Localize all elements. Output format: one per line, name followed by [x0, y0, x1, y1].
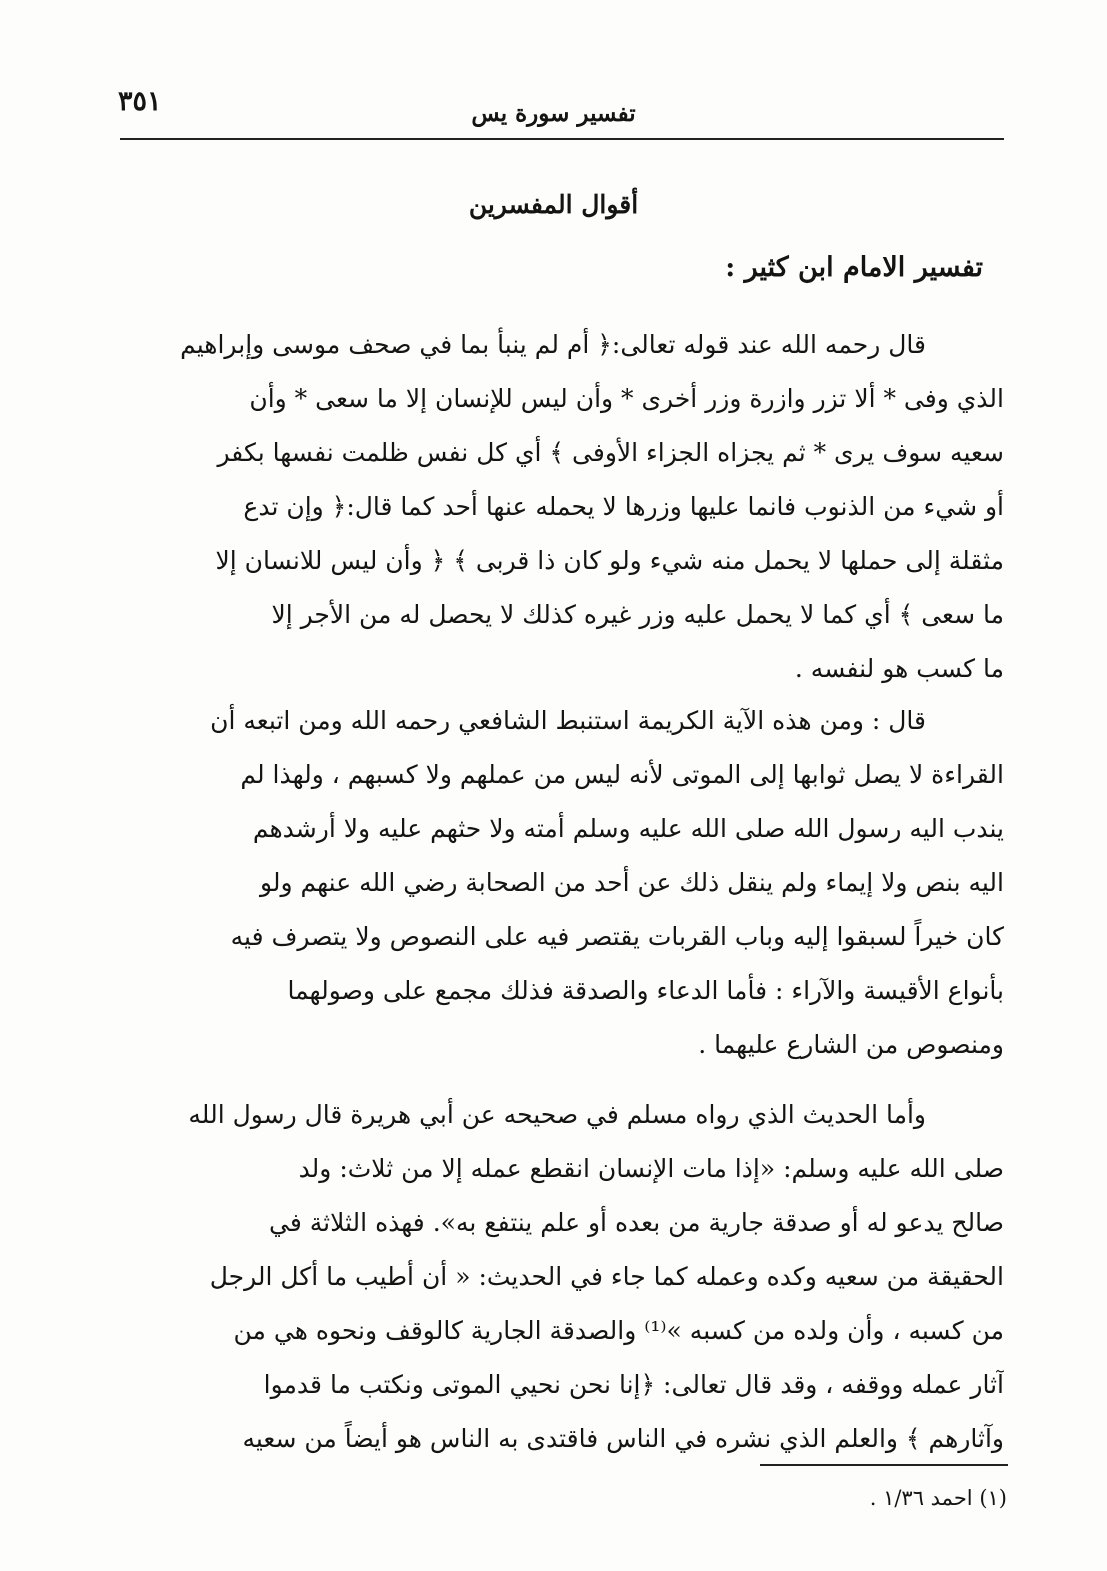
sub-heading: تفسير الامام ابن كثير :: [725, 252, 983, 283]
text-line: صلى الله عليه وسلم: «إذا مات الإنسان انقطع عمله إلا من ثلاث: ولد: [298, 1154, 1004, 1183]
text-line: القراءة لا يصل ثوابها إلى الموتى لأنه ليس من عملهم ولا كسبهم ، ولهذا لم: [240, 760, 1004, 789]
text-line: ومنصوص من الشارع عليهما .: [698, 1030, 1004, 1059]
text-line: وأما الحديث الذي رواه مسلم في صحيحه عن أبي هريرة قال رسول الله: [188, 1100, 926, 1129]
text-line: كان خيراً لسبقوا إليه وباب القربات يقتصر فيه على النصوص ولا يتصرف فيه: [230, 922, 1004, 951]
footnote: (١) احمد ١/٣٦ .: [869, 1486, 1007, 1510]
paragraph-1: [120, 318, 1004, 696]
text-line: ما كسب هو لنفسه .: [794, 654, 1004, 683]
text-line: بأنواع الأقيسة والآراء : فأما الدعاء والصدقة فذلك مجمع على وصولهما: [287, 976, 1004, 1005]
header-rule: [120, 138, 1004, 140]
text-line: مثقلة إلى حملها لا يحمل منه شيء ولو كان ذا قربى ﴾ ﴿ وأن ليس للانسان إلا: [215, 546, 1004, 575]
text-line: صالح يدعو له أو صدقة جارية من بعده أو علم ينتفع به». فهذه الثلاثة في: [269, 1208, 1004, 1237]
text-line: آثار عمله ووقفه ، وقد قال تعالى: ﴿إنا نحن نحيي الموتى ونكتب ما قدموا: [263, 1370, 1004, 1399]
text-line: الذي وفى * ألا تزر وازرة وزر أخرى * وأن ليس للإنسان إلا ما سعى * وأن: [249, 384, 1004, 413]
text-line: من كسبه ، وأن ولده من كسبه »⁽¹⁾ والصدقة الجارية كالوقف ونحوه هي من: [233, 1316, 1004, 1345]
paragraph-3: [120, 1088, 1004, 1466]
text-line: قال رحمه الله عند قوله تعالى:﴿ أم لم ينبأ بما في صحف موسى وإبراهيم: [180, 330, 926, 359]
text-line: يندب اليه رسول الله صلى الله عليه وسلم أمته ولا حثهم عليه ولا أرشدهم: [252, 814, 1004, 843]
section-heading: أقوال المفسرين: [468, 190, 639, 219]
text-line: اليه بنص ولا إيماء ولم ينقل ذلك عن أحد من الصحابة رضي الله عنهم ولو: [259, 868, 1004, 897]
footnote-rule: [760, 1464, 1008, 1466]
running-title: تفسير سورة يس: [471, 100, 636, 127]
text-line: سعيه سوف يرى * ثم يجزاه الجزاء الأوفى ﴾ أي كل نفس ظلمت نفسها بكفر: [217, 438, 1004, 467]
page-number: ٣٥١: [118, 86, 162, 117]
paragraph-2: [120, 694, 1004, 1072]
text-line: الحقيقة من سعيه وكده وعمله كما جاء في الحديث: « أن أطيب ما أكل الرجل: [209, 1262, 1004, 1291]
text-line: ما سعى ﴾ أي كما لا يحمل عليه وزر غيره كذلك لا يحصل له من الأجر إلا: [271, 600, 1004, 629]
text-line: أو شيء من الذنوب فانما عليها وزرها لا يحمله عنها أحد كما قال:﴿ وإن تدع: [243, 492, 1004, 521]
text-line: قال : ومن هذه الآية الكريمة استنبط الشافعي رحمه الله ومن اتبعه أن: [210, 706, 926, 735]
text-line: وآثارهم ﴾ والعلم الذي نشره في الناس فاقتدى به الناس هو أيضاً من سعيه: [242, 1424, 1004, 1453]
